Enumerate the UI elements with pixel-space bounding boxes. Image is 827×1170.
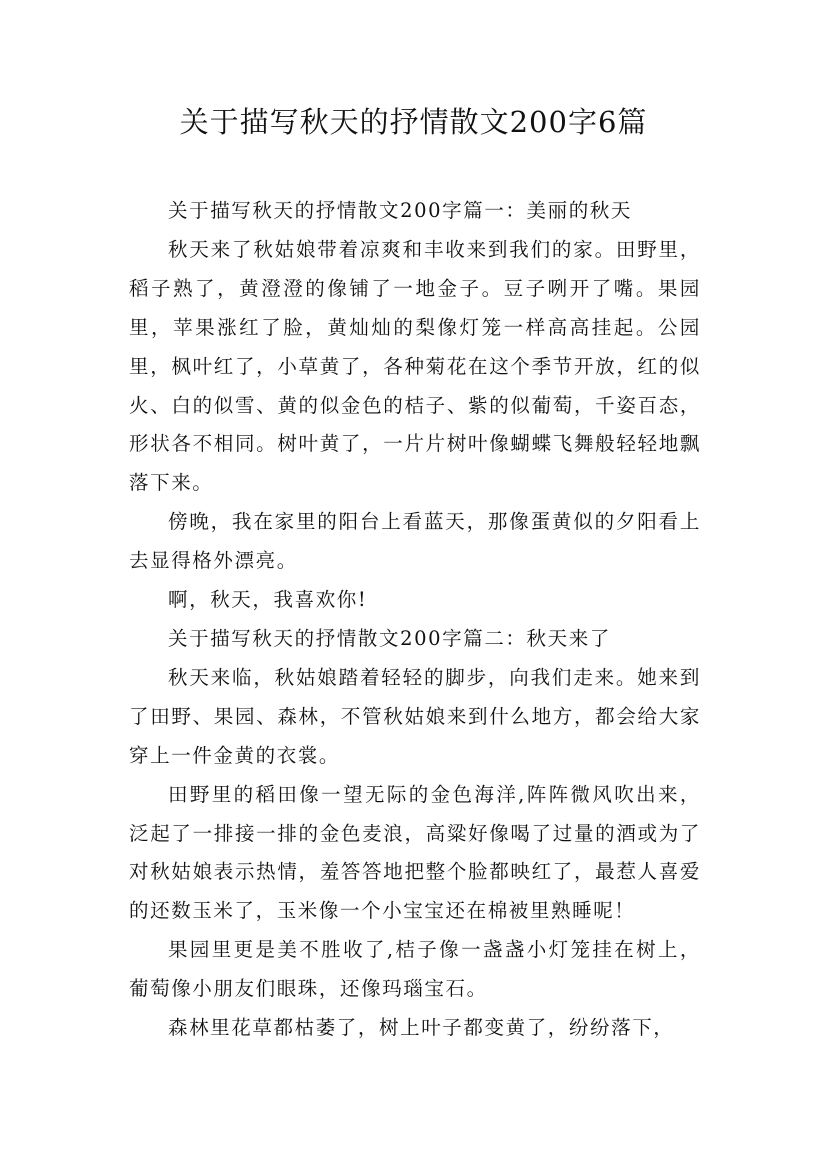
section-heading-2: 关于描写秋天的抒情散文200字篇二：秋天来了: [168, 626, 611, 650]
document-title: 关于描写秋天的抒情散文200字6篇: [179, 105, 648, 139]
paragraph: 果园里更是美不胜收了,桔子像一盏盏小灯笼挂在树上，葡萄像小朋友们眼珠，还像玛瑙宝石。: [129, 938, 701, 1001]
paragraph: 傍晚，我在家里的阳台上看蓝天，那像蛋黄似的夕阳看上去显得格外漂亮。: [129, 510, 701, 573]
section-heading-1: 关于描写秋天的抒情散文200字篇一：美丽的秋天: [168, 199, 633, 222]
document-body: [129, 192, 701, 1048]
paragraph: 田野里的稻田像一望无际的金色海洋,阵阵微风吹出来，泛起了一排接一排的金色麦浪，高粱好像喝了过量的酒或为了对秋姑娘表示热情，羞答答地把整个脸都映红了，最惹人喜爱的还数玉米了，玉米像一个小宝宝还在棉被里熟睡呢！: [129, 782, 701, 923]
paragraph: 啊，秋天，我喜欢你!: [168, 588, 368, 612]
paragraph: 秋天来临，秋姑娘踏着轻轻的脚步，向我们走来。她来到了田野、果园、森林，不管秋姑娘来到什么地方，都会给大家穿上一件金黄的衣裳。: [129, 665, 701, 767]
paragraph: 秋天来了秋姑娘带着凉爽和丰收来到我们的家。田野里，稻子熟了，黄澄澄的像铺了一地金子。豆子咧开了嘴。果园里，苹果涨红了脸，黄灿灿的梨像灯笼一样高高挂起。公园里，枫叶红了，小草黄了，各种菊花在这个季节开放，红的似火、白的似雪、黄的似金色的桔子、紫的似葡萄，千姿百态，形状各不相同。树叶黄了，一片片树叶像蝴蝶飞舞般轻轻地飘落下来。: [129, 237, 701, 495]
paragraph: 森林里花草都枯萎了，树上叶子都变黄了，纷纷落下，: [168, 1016, 675, 1040]
